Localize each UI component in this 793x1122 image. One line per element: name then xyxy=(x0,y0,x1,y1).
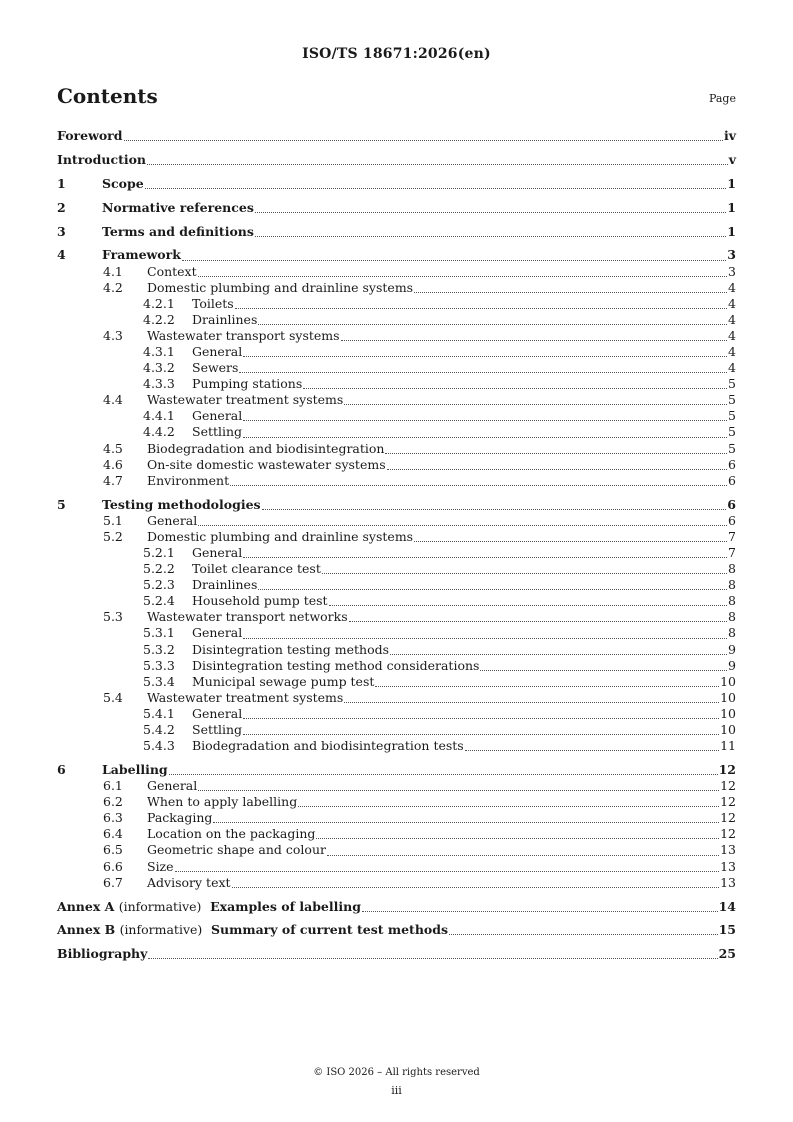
toc-entry-title: General xyxy=(192,625,243,641)
dot-leader xyxy=(480,670,727,671)
toc-entry-title: Wastewater transport systems xyxy=(147,327,340,343)
dot-leader xyxy=(349,621,727,622)
annex-qualifier: (informative) xyxy=(119,922,203,938)
toc-entry[interactable] xyxy=(57,360,736,376)
annex-label: Annex B xyxy=(57,922,116,938)
toc-entry[interactable] xyxy=(57,674,736,690)
dot-leader xyxy=(198,525,727,526)
document-identifier: ISO/TS 18671:2026(en) xyxy=(302,46,491,62)
toc-entry-page: 13 xyxy=(720,858,736,874)
toc-entry-number: 5.1 xyxy=(103,512,123,528)
toc-entry-page: 3 xyxy=(727,247,736,263)
toc-entry-title: Disintegration testing methods xyxy=(192,641,390,657)
dot-leader xyxy=(148,958,717,959)
toc-entry[interactable] xyxy=(57,200,736,216)
toc-entry[interactable] xyxy=(57,247,736,263)
toc-entry-number: 5.4 xyxy=(103,689,123,705)
toc-entry-title: Testing methodologies xyxy=(102,496,261,512)
toc-entry-number: 4.6 xyxy=(103,456,123,472)
dot-leader xyxy=(303,388,727,389)
toc-entry-title: Settling xyxy=(192,424,243,440)
toc-entry-number: 4.2.2 xyxy=(143,311,175,327)
toc-entry[interactable] xyxy=(57,625,736,641)
toc-entry[interactable] xyxy=(57,642,736,658)
toc-entry-title: Packaging xyxy=(147,810,213,826)
toc-entry-page: 1 xyxy=(727,199,736,215)
toc-entry-number: 5.2.2 xyxy=(143,561,175,577)
toc-entry-number: 4.2 xyxy=(103,279,123,295)
toc-entry[interactable] xyxy=(57,312,736,328)
toc-entry[interactable] xyxy=(57,899,736,915)
dot-leader xyxy=(329,605,727,606)
dot-leader xyxy=(243,718,719,719)
dot-leader xyxy=(255,236,726,237)
toc-entry-page: 6 xyxy=(727,496,736,512)
toc-entry-page: 4 xyxy=(728,360,736,376)
toc-entry-number: 6.2 xyxy=(103,794,123,810)
toc-entry-title: Biodegradation and biodisintegration tests xyxy=(192,738,464,754)
dot-leader xyxy=(322,573,727,574)
dot-leader xyxy=(255,212,726,213)
dot-leader xyxy=(341,340,727,341)
toc-entry-page: 8 xyxy=(728,625,736,641)
dot-leader xyxy=(182,260,726,261)
toc-entry-title: Geometric shape and colour xyxy=(147,842,326,858)
toc-entry-page: 10 xyxy=(720,705,736,721)
dot-leader xyxy=(362,911,718,912)
toc-entry[interactable] xyxy=(57,545,736,561)
toc-entry[interactable] xyxy=(57,561,736,577)
dot-leader xyxy=(213,822,719,823)
toc-entry-page: 6 xyxy=(728,472,736,488)
toc-entry[interactable] xyxy=(57,473,736,489)
toc-entry-page: 10 xyxy=(720,689,736,705)
dot-leader xyxy=(390,654,727,655)
dot-leader xyxy=(243,638,727,639)
toc-entry-page: 13 xyxy=(720,874,736,890)
toc-entry-number: 5.4.2 xyxy=(143,721,175,737)
toc-entry[interactable] xyxy=(57,859,736,875)
toc-entry-number: 5.2.1 xyxy=(143,544,175,560)
toc-entry-page: 4 xyxy=(728,311,736,327)
toc-entry-page: 8 xyxy=(728,577,736,593)
toc-entry-title: Size xyxy=(147,858,174,874)
dot-leader xyxy=(344,702,719,703)
toc-entry-title: Municipal sewage pump test xyxy=(192,673,375,689)
toc-entry-title: Context xyxy=(147,263,197,279)
toc-entry[interactable] xyxy=(57,264,736,280)
contents-title: Contents xyxy=(57,84,158,108)
toc-entry-number: 6.6 xyxy=(103,858,123,874)
annex-title: Examples of labelling xyxy=(210,898,361,914)
toc-entry[interactable] xyxy=(57,529,736,545)
toc-entry-page: 9 xyxy=(728,657,736,673)
toc-entry-page: 8 xyxy=(728,561,736,577)
toc-entry[interactable] xyxy=(57,875,736,891)
toc-entry-title: Wastewater transport networks xyxy=(147,609,348,625)
toc-entry-page: 1 xyxy=(727,223,736,239)
toc-entry-page: 5 xyxy=(728,440,736,456)
toc-entry-title xyxy=(57,922,448,938)
toc-entry[interactable] xyxy=(57,280,736,296)
toc-entry-page: 12 xyxy=(720,810,736,826)
dot-leader xyxy=(239,372,727,373)
toc-entry-number: 4 xyxy=(57,247,66,263)
annex-title: Summary of current test methods xyxy=(211,922,449,938)
toc-entry-title: Introduction xyxy=(57,151,147,167)
toc-entry-title: Toilet clearance test xyxy=(192,561,321,577)
toc-entry-number: 4.4.1 xyxy=(143,408,175,424)
toc-entry-page: 5 xyxy=(728,376,736,392)
toc-entry-page: 4 xyxy=(728,327,736,343)
toc-entry[interactable] xyxy=(57,152,736,168)
dot-leader xyxy=(243,420,727,421)
toc-entry-page: v xyxy=(728,151,736,167)
toc-entry-title: Domestic plumbing and drainline systems xyxy=(147,279,414,295)
dot-leader xyxy=(198,790,719,791)
toc-entry[interactable] xyxy=(57,176,736,192)
dot-leader xyxy=(145,188,727,189)
toc-entry[interactable] xyxy=(57,497,736,513)
toc-entry[interactable] xyxy=(57,376,736,392)
dot-leader xyxy=(344,404,727,405)
toc-entry-number: 6.1 xyxy=(103,778,123,794)
toc-entry[interactable] xyxy=(57,609,736,625)
toc-entry-page: 14 xyxy=(718,898,736,914)
toc-entry-page: 10 xyxy=(720,673,736,689)
toc-entry-page: 1 xyxy=(727,175,736,191)
toc-entry-page: 12 xyxy=(718,761,736,777)
toc-entry[interactable] xyxy=(57,424,736,440)
toc-entry-page: 4 xyxy=(728,279,736,295)
table-of-contents xyxy=(57,128,736,962)
toc-entry-number: 6.3 xyxy=(103,810,123,826)
toc-entry-title: When to apply labelling xyxy=(147,794,298,810)
toc-entry-number: 6.7 xyxy=(103,874,123,890)
toc-entry-title: General xyxy=(147,778,198,794)
toc-entry-page: 7 xyxy=(728,544,736,560)
dot-leader xyxy=(147,164,728,165)
toc-entry[interactable] xyxy=(57,344,736,360)
toc-entry-number: 5.4.3 xyxy=(143,738,175,754)
toc-entry-page: 7 xyxy=(728,528,736,544)
annex-label: Annex A xyxy=(57,898,115,914)
toc-entry-title: Drainlines xyxy=(192,577,258,593)
dot-leader xyxy=(298,806,719,807)
toc-entry-title: General xyxy=(147,512,198,528)
toc-entry-title: Framework xyxy=(102,247,181,263)
toc-entry-number: 5 xyxy=(57,496,66,512)
toc-entry-title: Foreword xyxy=(57,128,123,143)
page-column-label: Page xyxy=(708,92,736,105)
toc-entry-title: General xyxy=(192,344,243,360)
dot-leader xyxy=(387,469,727,470)
toc-entry-number: 4.3 xyxy=(103,327,123,343)
dot-leader xyxy=(243,356,727,357)
dot-leader xyxy=(414,541,727,542)
dot-leader xyxy=(327,855,719,856)
dot-leader xyxy=(175,871,720,872)
toc-entry-number: 4.4.2 xyxy=(143,424,175,440)
toc-entry-title: Settling xyxy=(192,721,243,737)
toc-entry-number: 2 xyxy=(57,199,66,215)
toc-entry-title: Environment xyxy=(147,472,230,488)
toc-entry-page: 12 xyxy=(720,794,736,810)
toc-entry[interactable] xyxy=(57,738,736,754)
toc-entry[interactable] xyxy=(57,128,736,144)
toc-entry-number: 5.2.3 xyxy=(143,577,175,593)
toc-entry-title xyxy=(57,899,361,915)
dot-leader xyxy=(243,734,719,735)
toc-entry-page: 12 xyxy=(720,778,736,794)
toc-entry-number: 5.3.4 xyxy=(143,673,175,689)
dot-leader xyxy=(258,589,727,590)
toc-entry-title: On-site domestic wastewater systems xyxy=(147,456,386,472)
toc-entry-title: General xyxy=(192,544,243,560)
toc-entry-number: 5.3.3 xyxy=(143,657,175,673)
toc-entry-number: 6 xyxy=(57,761,66,777)
toc-entry-page: 6 xyxy=(728,456,736,472)
toc-entry-number: 5.4.1 xyxy=(143,705,175,721)
toc-entry-page: 12 xyxy=(720,826,736,842)
toc-entry[interactable] xyxy=(57,922,736,938)
toc-entry[interactable] xyxy=(57,706,736,722)
toc-entry[interactable] xyxy=(57,392,736,408)
toc-entry-number: 4.3.1 xyxy=(143,344,175,360)
toc-entry-title: Labelling xyxy=(102,761,168,777)
toc-entry-number: 4.1 xyxy=(103,263,123,279)
toc-entry-title: Sewers xyxy=(192,360,239,376)
toc-entry-title: Wastewater treatment systems xyxy=(147,689,344,705)
dot-leader xyxy=(243,557,727,558)
toc-entry-number: 5.2.4 xyxy=(143,593,175,609)
dot-leader xyxy=(414,292,727,293)
toc-entry[interactable] xyxy=(57,794,736,810)
toc-entry-number: 6.5 xyxy=(103,842,123,858)
toc-entry-page: 4 xyxy=(728,344,736,360)
toc-entry-title: Domestic plumbing and drainline systems xyxy=(147,528,414,544)
toc-entry-number: 3 xyxy=(57,223,66,239)
toc-entry[interactable] xyxy=(57,762,736,778)
toc-entry-title: Scope xyxy=(102,175,144,191)
dot-leader xyxy=(262,509,727,510)
toc-entry-title: Drainlines xyxy=(192,311,258,327)
toc-entry-title: Pumping stations xyxy=(192,376,303,392)
toc-entry-page: iv xyxy=(723,128,736,143)
toc-entry-number: 5.3.2 xyxy=(143,641,175,657)
toc-entry[interactable] xyxy=(57,224,736,240)
toc-entry[interactable] xyxy=(57,826,736,842)
toc-entry-title: Advisory text xyxy=(147,874,231,890)
dot-leader xyxy=(316,838,719,839)
toc-entry[interactable] xyxy=(57,593,736,609)
copyright-notice: © ISO 2026 – All rights reserved xyxy=(313,1067,480,1078)
dot-leader xyxy=(449,934,718,935)
toc-entry-title: Normative references xyxy=(102,199,254,215)
toc-entry-number: 5.3.1 xyxy=(143,625,175,641)
toc-entry[interactable] xyxy=(57,296,736,312)
dot-leader xyxy=(230,485,727,486)
dot-leader xyxy=(375,686,719,687)
toc-entry-page: 11 xyxy=(720,738,736,754)
toc-entry[interactable] xyxy=(57,842,736,858)
toc-entry[interactable] xyxy=(57,658,736,674)
toc-entry-number: 5.2 xyxy=(103,528,123,544)
dot-leader xyxy=(385,453,727,454)
toc-entry-page: 6 xyxy=(728,512,736,528)
toc-entry-title: General xyxy=(192,408,243,424)
toc-entry-title: Wastewater treatment systems xyxy=(147,392,344,408)
toc-entry-number: 1 xyxy=(57,175,66,191)
toc-entry[interactable] xyxy=(57,577,736,593)
dot-leader xyxy=(232,887,720,888)
toc-entry-page: 8 xyxy=(728,593,736,609)
toc-entry[interactable] xyxy=(57,946,736,962)
dot-leader xyxy=(258,324,727,325)
toc-entry-number: 4.2.1 xyxy=(143,295,175,311)
toc-entry[interactable] xyxy=(57,513,736,529)
toc-entry-page: 10 xyxy=(720,721,736,737)
toc-entry[interactable] xyxy=(57,722,736,738)
toc-entry[interactable] xyxy=(57,408,736,424)
toc-entry-page: 4 xyxy=(728,295,736,311)
toc-entry-page: 13 xyxy=(720,842,736,858)
toc-entry-title: Disintegration testing method considerations xyxy=(192,657,480,673)
dot-leader xyxy=(198,276,727,277)
toc-entry-title: Toilets xyxy=(192,295,234,311)
toc-entry-page: 5 xyxy=(728,408,736,424)
toc-entry[interactable] xyxy=(57,690,736,706)
toc-entry-page: 5 xyxy=(728,424,736,440)
toc-entry-page: 5 xyxy=(728,392,736,408)
toc-entry-page: 25 xyxy=(718,946,736,962)
dot-leader xyxy=(235,308,727,309)
toc-entry-number: 6.4 xyxy=(103,826,123,842)
toc-entry-title: Bibliography xyxy=(57,946,148,962)
toc-entry[interactable] xyxy=(57,810,736,826)
annex-qualifier: (informative) xyxy=(118,898,202,914)
toc-entry-title: Household pump test xyxy=(192,593,328,609)
dot-leader xyxy=(465,750,719,751)
toc-entry[interactable] xyxy=(57,778,736,794)
toc-entry-title: General xyxy=(192,705,243,721)
page-number: iii xyxy=(391,1084,402,1097)
toc-entry-title: Terms and definitions xyxy=(102,223,254,239)
toc-entry-number: 5.3 xyxy=(103,609,123,625)
toc-entry-page: 8 xyxy=(728,609,736,625)
dot-leader xyxy=(169,774,718,775)
toc-entry-page: 15 xyxy=(718,922,736,938)
toc-entry[interactable] xyxy=(57,457,736,473)
toc-entry-title: Location on the packaging xyxy=(147,826,316,842)
toc-entry-number: 4.7 xyxy=(103,472,123,488)
toc-entry-page: 3 xyxy=(728,263,736,279)
toc-entry-number: 4.4 xyxy=(103,392,123,408)
toc-entry-number: 4.3.3 xyxy=(143,376,175,392)
dot-leader xyxy=(124,140,723,141)
toc-entry-title: Biodegradation and biodisintegration xyxy=(147,440,385,456)
toc-entry-page: 9 xyxy=(728,641,736,657)
toc-entry-number: 4.3.2 xyxy=(143,360,175,376)
toc-entry[interactable] xyxy=(57,441,736,457)
toc-entry[interactable] xyxy=(57,328,736,344)
toc-entry-number: 4.5 xyxy=(103,440,123,456)
dot-leader xyxy=(243,437,727,438)
